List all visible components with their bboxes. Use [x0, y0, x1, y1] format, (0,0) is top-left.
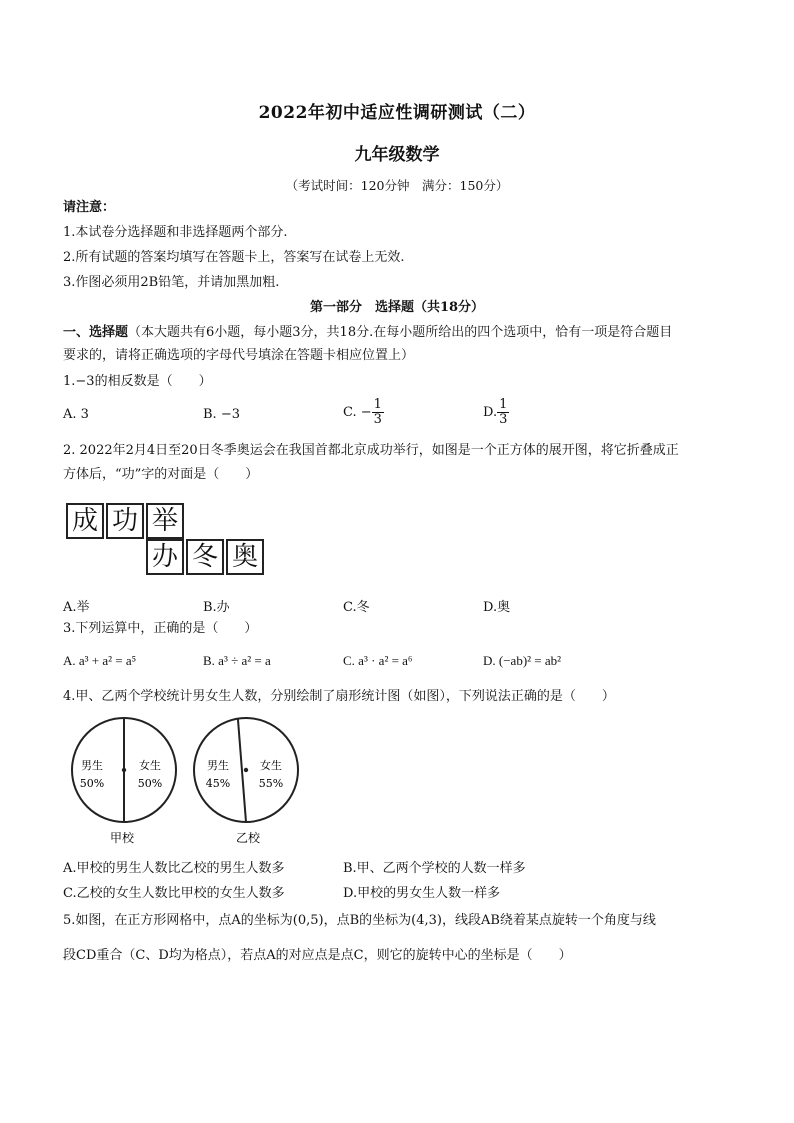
pie2-girls-pct: 55% — [258, 777, 284, 790]
q1-option-d-prefix: D. — [483, 405, 498, 420]
q1-d-denominator: 3 — [499, 412, 508, 427]
cube-face-ban: 办 — [146, 539, 184, 575]
q4-stem: 4.甲、乙两个学校统计男女生人数，分别绘制了扇形统计图（如图），下列说法正确的是（ ） — [63, 689, 615, 704]
q1-option-b: B. −3 — [203, 407, 240, 422]
pie-charts-figure — [60, 712, 320, 847]
cube-face-cheng: 成 — [66, 503, 104, 539]
q1-option-c-prefix: C. − — [343, 405, 372, 420]
exam-info: （考试时间：120分钟 满分：150分） — [285, 178, 509, 193]
pie1-name: 甲校 — [109, 831, 135, 845]
q1-stem: 1.−3的相反数是（ ） — [63, 374, 212, 389]
pie1-boys-label: 男生 — [81, 759, 103, 772]
q1-c-denominator: 3 — [373, 412, 382, 427]
q2-option-a: A.举 — [63, 600, 90, 615]
q4-option-b: B.甲、乙两个学校的人数一样多 — [343, 861, 526, 876]
section1-label: 一、选择题 — [63, 325, 129, 340]
q3-option-b: B. a³ ÷ a² = a — [203, 653, 271, 668]
q4-option-a: A.甲校的男生人数比乙校的男生人数多 — [63, 861, 285, 876]
q2-option-d: D.奥 — [483, 600, 511, 615]
cube-face-dong: 冬 — [186, 539, 224, 575]
q4-option-c: C.乙校的女生人数比甲校的女生人数多 — [63, 886, 285, 901]
pie2-name: 乙校 — [235, 831, 261, 845]
q4-option-d: D.甲校的男女生人数一样多 — [343, 886, 501, 901]
q3-stem: 3.下列运算中，正确的是（ ） — [63, 621, 258, 636]
section1-text-line1: （本大题共有6小题，每小题3分，共18分.在每小题所给出的四个选项中，恰有一项是符合题目 — [128, 325, 673, 340]
part1-heading: 第一部分 选择题（共18分） — [309, 300, 485, 315]
pie2-boys-pct: 45% — [205, 777, 231, 790]
cube-face-gong: 功 — [106, 503, 144, 539]
pie1-girls-pct: 50% — [137, 777, 163, 790]
q1-d-numerator: 1 — [499, 397, 508, 412]
notice-heading: 请注意： — [63, 200, 116, 215]
exam-subtitle: 九年级数学 — [354, 145, 440, 165]
pie1-girls-label: 女生 — [139, 759, 161, 772]
pie1-center-dot — [122, 768, 126, 772]
q5-stem-line1: 5.如图，在正方形网格中，点A的坐标为(0,5)，点B的坐标为(4,3)，线段AB绕着某点旋转一个角度与线 — [63, 913, 656, 928]
section1-text-line2: 要求的，请将正确选项的字母代号填涂在答题卡相应位置上） — [63, 348, 415, 363]
pie2-boys-label: 男生 — [207, 759, 229, 772]
notice-item-1: 1.本试卷分选择题和非选择题两个部分. — [63, 225, 288, 240]
q3-option-c: C. a³ · a² = a⁶ — [343, 653, 413, 668]
pie1-boys-pct: 50% — [79, 777, 105, 790]
pie2-center-dot — [244, 768, 248, 772]
notice-item-2: 2.所有试题的答案均填写在答题卡上，答案写在试卷上无效. — [63, 250, 405, 265]
notice-item-3: 3.作图必须用2B铅笔，并请加黑加粗. — [63, 275, 280, 290]
section1-instruction — [63, 322, 672, 344]
q2-option-c: C.冬 — [343, 600, 370, 615]
q2-option-b: B.办 — [203, 600, 230, 615]
exam-title: 2022年初中适应性调研测试（二） — [258, 103, 536, 123]
pie2-girls-label: 女生 — [260, 759, 282, 772]
q3-option-a: A. a³ + a² = a⁵ — [63, 653, 137, 668]
q2-stem-line1: 2. 2022年2月4日至20日冬季奥运会在我国首都北京成功举行，如图是一个正方体的展开图，将它折叠成正 — [63, 443, 679, 458]
q1-option-a: A. 3 — [63, 407, 89, 422]
cube-face-ao: 奥 — [226, 539, 264, 575]
q1-option-c-fraction — [372, 398, 384, 427]
q3-option-d: D. (−ab)² = ab² — [483, 653, 562, 668]
cube-net-figure — [66, 499, 266, 579]
cube-face-ju: 举 — [146, 503, 184, 539]
q1-option-c — [343, 398, 384, 427]
q1-option-d — [483, 398, 509, 427]
q5-stem-line2: 段CD重合（C、D均为格点），若点A的对应点是点C，则它的旋转中心的坐标是（ ） — [63, 948, 572, 963]
q1-c-numerator: 1 — [373, 397, 382, 412]
q2-stem-line2: 方体后，“功”字的对面是（ ） — [63, 467, 259, 482]
q1-option-d-fraction — [497, 398, 509, 427]
